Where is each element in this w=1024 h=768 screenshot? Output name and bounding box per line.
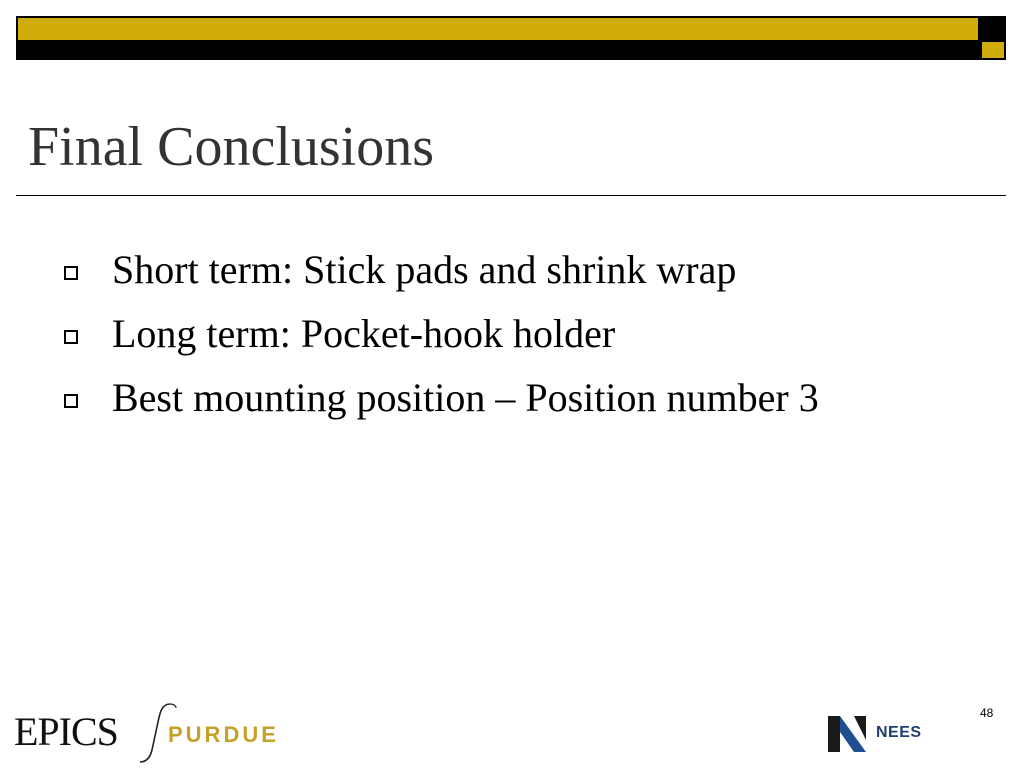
epics-wordmark: EPICS bbox=[14, 709, 118, 754]
slide-title: Final Conclusions bbox=[28, 116, 435, 178]
nees-logo bbox=[826, 712, 936, 754]
bullet-list bbox=[64, 238, 819, 430]
epics-purdue-logo bbox=[14, 702, 284, 762]
bullet-item bbox=[64, 238, 819, 302]
bullet-text: Long term: Pocket-hook holder bbox=[112, 311, 616, 356]
square-bullet-icon bbox=[64, 394, 78, 408]
purdue-wordmark: PURDUE bbox=[168, 722, 279, 747]
title-divider bbox=[16, 195, 1006, 196]
bullet-item bbox=[64, 366, 819, 430]
top-gold-stripe bbox=[18, 18, 978, 40]
nees-mark-icon bbox=[826, 712, 868, 754]
square-bullet-icon bbox=[64, 330, 78, 344]
square-bullet-icon bbox=[64, 266, 78, 280]
page-number: 48 bbox=[980, 706, 994, 720]
top-gold-square bbox=[982, 42, 1004, 58]
bullet-text: Best mounting position – Position number 3 bbox=[112, 375, 819, 420]
nees-wordmark: NEES bbox=[876, 724, 922, 741]
bullet-text: Short term: Stick pads and shrink wrap bbox=[112, 247, 737, 292]
bullet-item bbox=[64, 302, 819, 366]
